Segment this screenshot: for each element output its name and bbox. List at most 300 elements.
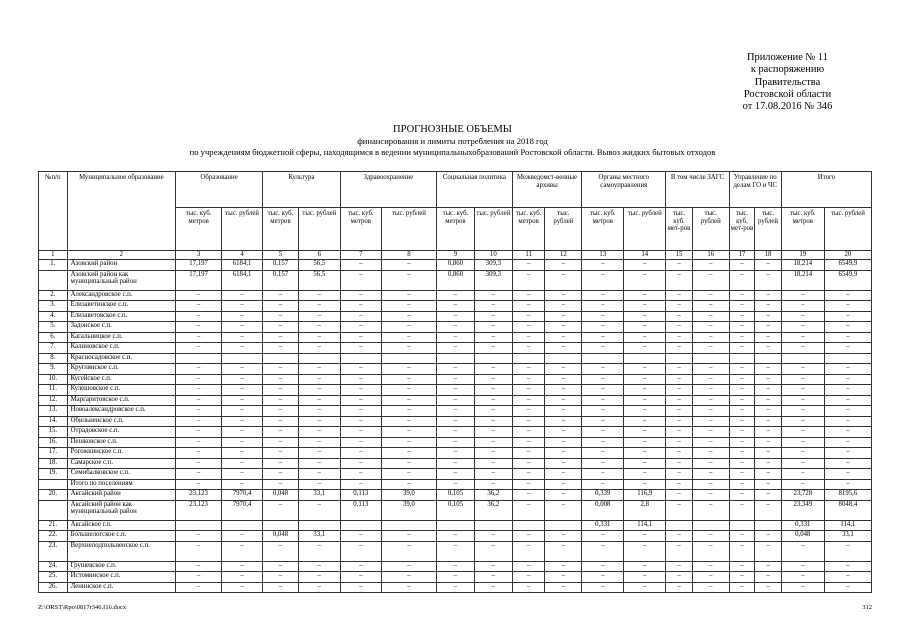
value-cell: – [666,395,693,406]
value-cell: – [474,541,512,561]
value-cell: – [582,531,624,542]
value-cell: – [222,469,263,480]
value-cell: – [824,290,871,301]
page-number: 312 [862,604,872,611]
column-number: 13 [582,251,624,260]
value-cell: – [512,260,545,271]
column-number: 19 [781,251,824,260]
value-cell: – [666,500,693,520]
value-cell: – [437,531,475,542]
value-cell: – [781,448,824,459]
value-cell: 0,008 [582,500,624,520]
municipality-name: Елизаветинское с.п. [67,301,175,312]
municipality-name: Большелогское с.п. [67,531,175,542]
municipality-name: Истоминское с.п. [67,572,175,583]
value-cell: – [298,582,340,593]
row-number: 8. [39,353,68,364]
row-number: 7. [39,343,68,354]
value-cell: – [381,437,436,448]
column-number: 15 [666,251,693,260]
value-cell: – [474,561,512,572]
table-row [39,270,872,290]
value-cell: – [298,500,340,520]
value-cell: – [437,374,475,385]
value-cell: 33,1 [824,531,871,542]
value-cell: – [381,311,436,322]
document-description: по учреждениям бюджетной сферы, находящимся в ведении муниципальныхобразований Ростовской области. Вывоз жидких бытовых отходов [189,146,716,157]
value-cell [781,353,824,364]
municipality-name: Красносадовское с.п. [67,353,175,364]
row-number: 1. [39,260,68,271]
value-cell: – [582,458,624,469]
value-cell: – [340,311,381,322]
value-cell: – [755,416,782,427]
value-cell: – [474,437,512,448]
table-row [39,541,872,561]
value-cell: – [176,541,222,561]
value-cell: – [582,322,624,333]
column-number: 17 [729,251,755,260]
value-cell [222,353,263,364]
value-cell: – [729,343,755,354]
value-cell: – [381,561,436,572]
value-cell: – [222,448,263,459]
value-cell: – [755,395,782,406]
value-cell [222,520,263,531]
value-cell: – [381,458,436,469]
municipality-name: Ленинское с.п. [67,582,175,593]
value-cell: – [437,416,475,427]
value-cell: – [176,531,222,542]
value-cell: – [624,427,666,438]
value-cell: – [176,479,222,490]
value-cell: – [381,301,436,312]
value-cell: – [624,582,666,593]
row-number: 13. [39,406,68,417]
table-row [39,520,872,531]
value-cell: – [545,385,582,396]
value-cell: – [781,541,824,561]
value-cell: – [781,343,824,354]
table-row [39,572,872,583]
value-cell: – [381,385,436,396]
row-number [39,270,68,290]
value-cell: – [729,490,755,501]
row-number: 12. [39,395,68,406]
value-cell: – [666,290,693,301]
value-cell: – [545,427,582,438]
value-cell [474,520,512,531]
value-cell: – [298,427,340,438]
value-cell: – [437,364,475,375]
value-cell: – [666,427,693,438]
value-cell: – [222,582,263,593]
value-cell: – [437,343,475,354]
value-cell: 39,0 [381,500,436,520]
value-cell: – [545,490,582,501]
value-cell: – [381,469,436,480]
value-cell: – [545,332,582,343]
municipality-name: Самарское с.п. [67,458,175,469]
value-cell: – [298,311,340,322]
municipality-name: Задонское с.п. [67,322,175,333]
value-cell: – [437,332,475,343]
value-cell: – [755,572,782,583]
value-cell: – [666,490,693,501]
value-cell: 0,157 [263,270,299,290]
row-number: 21. [39,520,68,531]
value-cell: – [729,531,755,542]
unit-subheader: тыс. рублей [298,208,340,251]
value-cell: – [222,332,263,343]
value-cell [692,353,729,364]
value-cell: – [729,427,755,438]
value-cell: – [582,479,624,490]
value-cell: – [474,290,512,301]
value-cell: 309,3 [474,270,512,290]
value-cell: – [340,395,381,406]
value-cell: 0,331 [582,520,624,531]
value-cell: – [512,469,545,480]
value-cell: – [512,374,545,385]
num-header: №п/п [39,172,68,251]
column-number: 18 [755,251,782,260]
value-cell: – [437,395,475,406]
value-cell: – [755,427,782,438]
municipality-name: Итого по поселениям [67,479,175,490]
value-cell: – [755,531,782,542]
value-cell: – [582,364,624,375]
value-cell: – [474,406,512,417]
value-cell: – [545,395,582,406]
value-cell: – [624,395,666,406]
value-cell [474,353,512,364]
value-cell: – [729,270,755,290]
value-cell: – [824,385,871,396]
value-cell: – [624,364,666,375]
value-cell: – [545,458,582,469]
value-cell: 309,3 [474,260,512,271]
value-cell: – [512,458,545,469]
value-cell: – [624,572,666,583]
value-cell: – [263,311,299,322]
row-number: 24. [39,561,68,572]
table-row [39,490,872,501]
value-cell [298,353,340,364]
table-row [39,332,872,343]
value-cell: – [824,448,871,459]
limits-table [38,171,872,593]
value-cell: – [781,364,824,375]
column-number: 14 [624,251,666,260]
municipality-name: Кулешовское с.п. [67,385,175,396]
value-cell: – [824,427,871,438]
value-cell: – [176,437,222,448]
value-cell: – [781,395,824,406]
value-cell: – [222,572,263,583]
value-cell: – [222,427,263,438]
municipality-name: Грушевское с.п. [67,561,175,572]
value-cell: – [437,448,475,459]
value-cell: – [582,343,624,354]
value-cell: – [692,311,729,322]
value-cell: – [340,343,381,354]
value-cell: – [781,437,824,448]
value-cell: – [666,531,693,542]
value-cell: – [729,561,755,572]
value-cell: – [298,406,340,417]
value-cell: – [437,479,475,490]
value-cell: 0,860 [437,260,475,271]
value-cell: – [381,290,436,301]
value-cell: – [824,458,871,469]
value-cell: – [381,395,436,406]
table-row [39,406,872,417]
value-cell: – [298,343,340,354]
value-cell: – [624,260,666,271]
value-cell: – [624,479,666,490]
value-cell: – [176,561,222,572]
value-cell: – [692,437,729,448]
value-cell: – [824,561,871,572]
value-cell: – [624,270,666,290]
value-cell: – [340,332,381,343]
unit-subheader: тыс. рублей [692,208,729,251]
value-cell: – [437,301,475,312]
value-cell: 36,2 [474,490,512,501]
table-row [39,311,872,322]
table-row [39,531,872,542]
value-cell: – [512,531,545,542]
value-cell: – [263,469,299,480]
value-cell: – [263,332,299,343]
value-cell: – [624,561,666,572]
appendix-block [700,52,875,113]
value-cell: – [729,582,755,593]
row-number [39,500,68,520]
value-cell: – [474,343,512,354]
value-cell: – [512,322,545,333]
municipality-name: Семибалковское с.п. [67,469,175,480]
value-cell: – [340,448,381,459]
value-cell: – [666,385,693,396]
value-cell: – [729,395,755,406]
value-cell: – [222,374,263,385]
value-cell: – [437,572,475,583]
value-cell: 17,197 [176,260,222,271]
row-number: 10. [39,374,68,385]
value-cell: – [263,541,299,561]
value-cell: – [512,290,545,301]
table-row [39,322,872,333]
unit-subheader: тыс. рублей [755,208,782,251]
group-header: Итого [781,172,871,208]
value-cell: – [263,290,299,301]
value-cell: – [545,260,582,271]
table-body [39,260,872,593]
unit-subheader: тыс. куб. метров [512,208,545,251]
value-cell: – [263,479,299,490]
value-cell: – [582,311,624,322]
value-cell: – [545,290,582,301]
unit-subheader: тыс. куб. метров [582,208,624,251]
value-cell: – [176,448,222,459]
value-cell: – [340,385,381,396]
value-cell: – [824,572,871,583]
table-row [39,479,872,490]
row-number: 9. [39,364,68,375]
value-cell: – [781,427,824,438]
group-header: Органы местного самоуправления [582,172,666,208]
table-row [39,395,872,406]
value-cell: – [512,437,545,448]
value-cell [729,520,755,531]
value-cell: – [545,301,582,312]
value-cell: 8048,4 [824,500,871,520]
value-cell: – [263,301,299,312]
value-cell: – [582,290,624,301]
document-heading [0,124,905,157]
value-cell: – [512,343,545,354]
value-cell: – [582,561,624,572]
value-cell: – [176,458,222,469]
value-cell: – [824,311,871,322]
value-cell: – [263,364,299,375]
value-cell: – [666,582,693,593]
value-cell [263,520,299,531]
value-cell: 23,728 [781,490,824,501]
value-cell: – [729,301,755,312]
group-header: Образование [176,172,263,208]
value-cell: – [512,427,545,438]
value-cell: – [340,374,381,385]
row-number: 6. [39,332,68,343]
table-row [39,343,872,354]
value-cell: – [545,322,582,333]
value-cell: – [545,406,582,417]
value-cell: – [729,364,755,375]
value-cell: 18,214 [781,270,824,290]
municipality-name: Отрадовское с.п. [67,427,175,438]
municipality-name: Кагальницкое с.п. [67,332,175,343]
value-cell: – [692,479,729,490]
value-cell: 0,105 [437,500,475,520]
value-cell: – [381,448,436,459]
column-number: 6 [298,251,340,260]
value-cell: – [298,448,340,459]
value-cell [381,520,436,531]
value-cell: – [666,448,693,459]
value-cell: – [512,582,545,593]
unit-subheader: тыс. куб. мет-ров [729,208,755,251]
value-cell: – [381,531,436,542]
value-cell [582,353,624,364]
value-cell: – [582,385,624,396]
table-row [39,416,872,427]
value-cell [381,353,436,364]
value-cell: – [824,332,871,343]
value-cell: – [666,458,693,469]
value-cell: – [582,541,624,561]
value-cell: – [474,385,512,396]
document-title: ПРОГНОЗНЫЕ ОБЪЕМЫ [393,124,512,135]
value-cell: – [263,561,299,572]
value-cell: – [666,572,693,583]
value-cell: 39,0 [381,490,436,501]
value-cell: – [624,290,666,301]
value-cell: – [545,311,582,322]
value-cell: – [582,406,624,417]
value-cell: – [624,385,666,396]
value-cell: – [381,332,436,343]
value-cell: – [340,469,381,480]
value-cell: – [755,260,782,271]
value-cell: – [474,416,512,427]
value-cell: – [624,416,666,427]
municipality-name: Круглянское с.п. [67,364,175,375]
value-cell: – [263,395,299,406]
value-cell: – [582,332,624,343]
value-cell: – [437,427,475,438]
value-cell: – [624,531,666,542]
value-cell: – [340,458,381,469]
row-number: 14. [39,416,68,427]
value-cell [692,520,729,531]
value-cell [624,353,666,364]
value-cell: 18,214 [781,260,824,271]
value-cell: – [340,416,381,427]
value-cell: – [692,332,729,343]
value-cell: – [512,406,545,417]
value-cell: – [781,561,824,572]
value-cell: – [692,270,729,290]
value-cell [545,353,582,364]
value-cell: – [755,270,782,290]
value-cell: – [176,406,222,417]
value-cell: – [474,531,512,542]
row-number: 25. [39,572,68,583]
value-cell: – [545,416,582,427]
value-cell: – [176,427,222,438]
appendix-line: Ростовской области [743,88,832,100]
column-number: 9 [437,251,475,260]
value-cell: – [781,301,824,312]
value-cell: – [781,332,824,343]
value-cell: – [298,561,340,572]
value-cell: – [474,582,512,593]
value-cell: 7970,4 [222,490,263,501]
value-cell: – [340,322,381,333]
value-cell: – [666,364,693,375]
value-cell: – [437,458,475,469]
value-cell: – [340,479,381,490]
value-cell: – [340,260,381,271]
value-cell: – [298,479,340,490]
municipality-name: Рогожкинское с.п. [67,448,175,459]
value-cell: – [824,582,871,593]
appendix-line: от 17.08.2016 № 346 [742,101,833,113]
row-number: 22. [39,531,68,542]
value-cell: – [381,572,436,583]
value-cell: – [624,406,666,417]
value-cell: – [824,541,871,561]
municipality-name: Обильненское с.п. [67,416,175,427]
value-cell: – [824,406,871,417]
value-cell: – [176,385,222,396]
value-cell: – [692,322,729,333]
value-cell: – [263,500,299,520]
value-cell: – [437,561,475,572]
